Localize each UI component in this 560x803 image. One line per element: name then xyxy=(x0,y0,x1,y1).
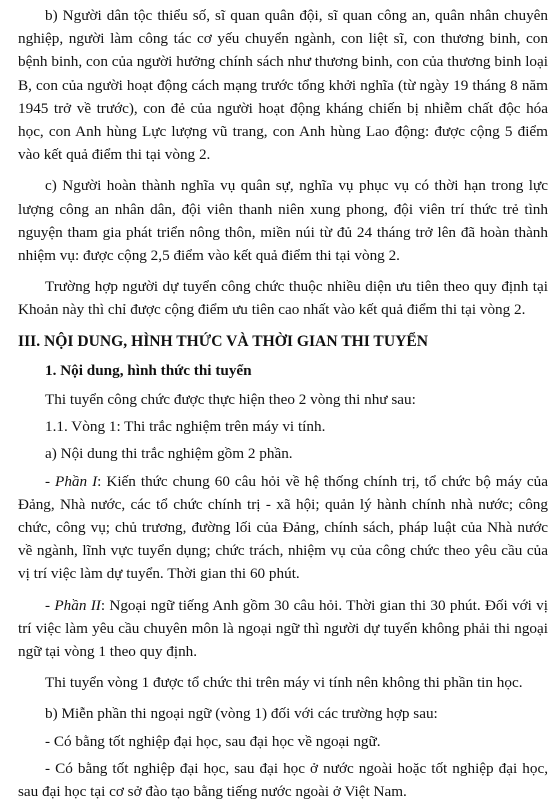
rounds-intro: Thi tuyển công chức được thực hiện theo 2 vòng thi như sau: xyxy=(45,391,416,409)
priority-paragraph-b: b) Người dân tộc thiểu số, sĩ quan quân đội, sĩ quan công an, quân nhân chuyên nghiệp, người làm công tác cơ yếu chuyển ngành, con liệt sĩ, con thương binh, con bệnh binh, con của người hưởng chính sách như thương binh, con của thương binh loại B, con của người hoạt động cách mạng trước tổng khởi nghĩa (từ ngày 19 tháng 8 năm 1945 trở về trước), con đẻ của người hoạt động kháng chiến bị nhiễm chất độc hóa học, con Anh hùng Lực lượng vũ trang, con Anh hùng Lao động: được cộng 5 điểm vào kết quả điểm thi tại vòng 2. xyxy=(18,7,548,164)
part-one-label: Phần I xyxy=(55,472,98,490)
exemption-intro: b) Miễn phần thi ngoại ngữ (vòng 1) đối với các trường hợp sau: xyxy=(45,705,438,723)
test-content-intro: a) Nội dung thi trắc nghiệm gồm 2 phần. xyxy=(45,445,293,463)
round-one-title: 1.1. Vòng 1: Thi trắc nghiệm trên máy vi tính. xyxy=(45,418,326,436)
part-two-dash: - xyxy=(45,596,55,614)
exemption-item-1: - Có bằng tốt nghiệp đại học, sau đại học về ngoại ngữ. xyxy=(45,732,381,750)
no-informatics-note: Thi tuyển vòng 1 được tổ chức thi trên máy vi tính nên không thi phần tin học. xyxy=(45,674,523,692)
sub-heading: 1. Nội dung, hình thức thi tuyển xyxy=(45,361,252,379)
part-two-text: : Ngoại ngữ tiếng Anh gồm 30 câu hỏi. Thời gian thi 30 phút. Đối với vị trí việc làm yêu cầu chuyên môn là ngoại ngữ thì người dự tuyển không phải thi ngoại ngữ tại vòng 1 theo quy định. xyxy=(18,596,548,661)
part-two-label: Phần II xyxy=(54,596,101,614)
part-one-paragraph xyxy=(18,470,548,586)
part-one-dash: - xyxy=(45,472,56,490)
part-two-paragraph xyxy=(18,594,548,664)
section-heading: III. NỘI DUNG, HÌNH THỨC VÀ THỜI GIAN THI TUYỂN xyxy=(18,332,428,350)
priority-paragraph-c: c) Người hoàn thành nghĩa vụ quân sự, nghĩa vụ phục vụ có thời hạn trong lực lượng công an nhân dân, đội viên thanh niên xung phong, đội viên trí thức trẻ tình nguyện tham gia phát triển nông thôn, miền núi từ đủ 24 tháng trở lên đã hoàn thành nhiệm vụ: được cộng 2,5 điểm vào kết quả điểm thi tại vòng 2. xyxy=(18,177,548,265)
part-one-text: : Kiến thức chung 60 câu hỏi về hệ thống chính trị, tổ chức bộ máy của Đảng, Nhà nước, các tổ chức chính trị - xã hội; quản lý hành chính nhà nước; công chức, công vụ; chủ trương, đường lối của Đảng, chính sách, pháp luật của Nhà nước về ngành, lĩnh vực tuyển dụng; chức trách, nhiệm vụ của công chức theo yêu cầu của vị trí việc làm dự tuyển. Thời gian thi 60 phút. xyxy=(18,472,548,583)
exemption-item-2: - Có bằng tốt nghiệp đại học, sau đại học ở nước ngoài hoặc tốt nghiệp đại học, sau đại học tại cơ sở đào tạo bằng tiếng nước ngoài ở Việt Nam. xyxy=(18,759,548,801)
multiple-priority-paragraph: Trường hợp người dự tuyển công chức thuộc nhiều diện ưu tiên theo quy định tại Khoản này thì chỉ được cộng điểm ưu tiên cao nhất vào kết quả điểm thi tại vòng 2. xyxy=(18,278,548,319)
